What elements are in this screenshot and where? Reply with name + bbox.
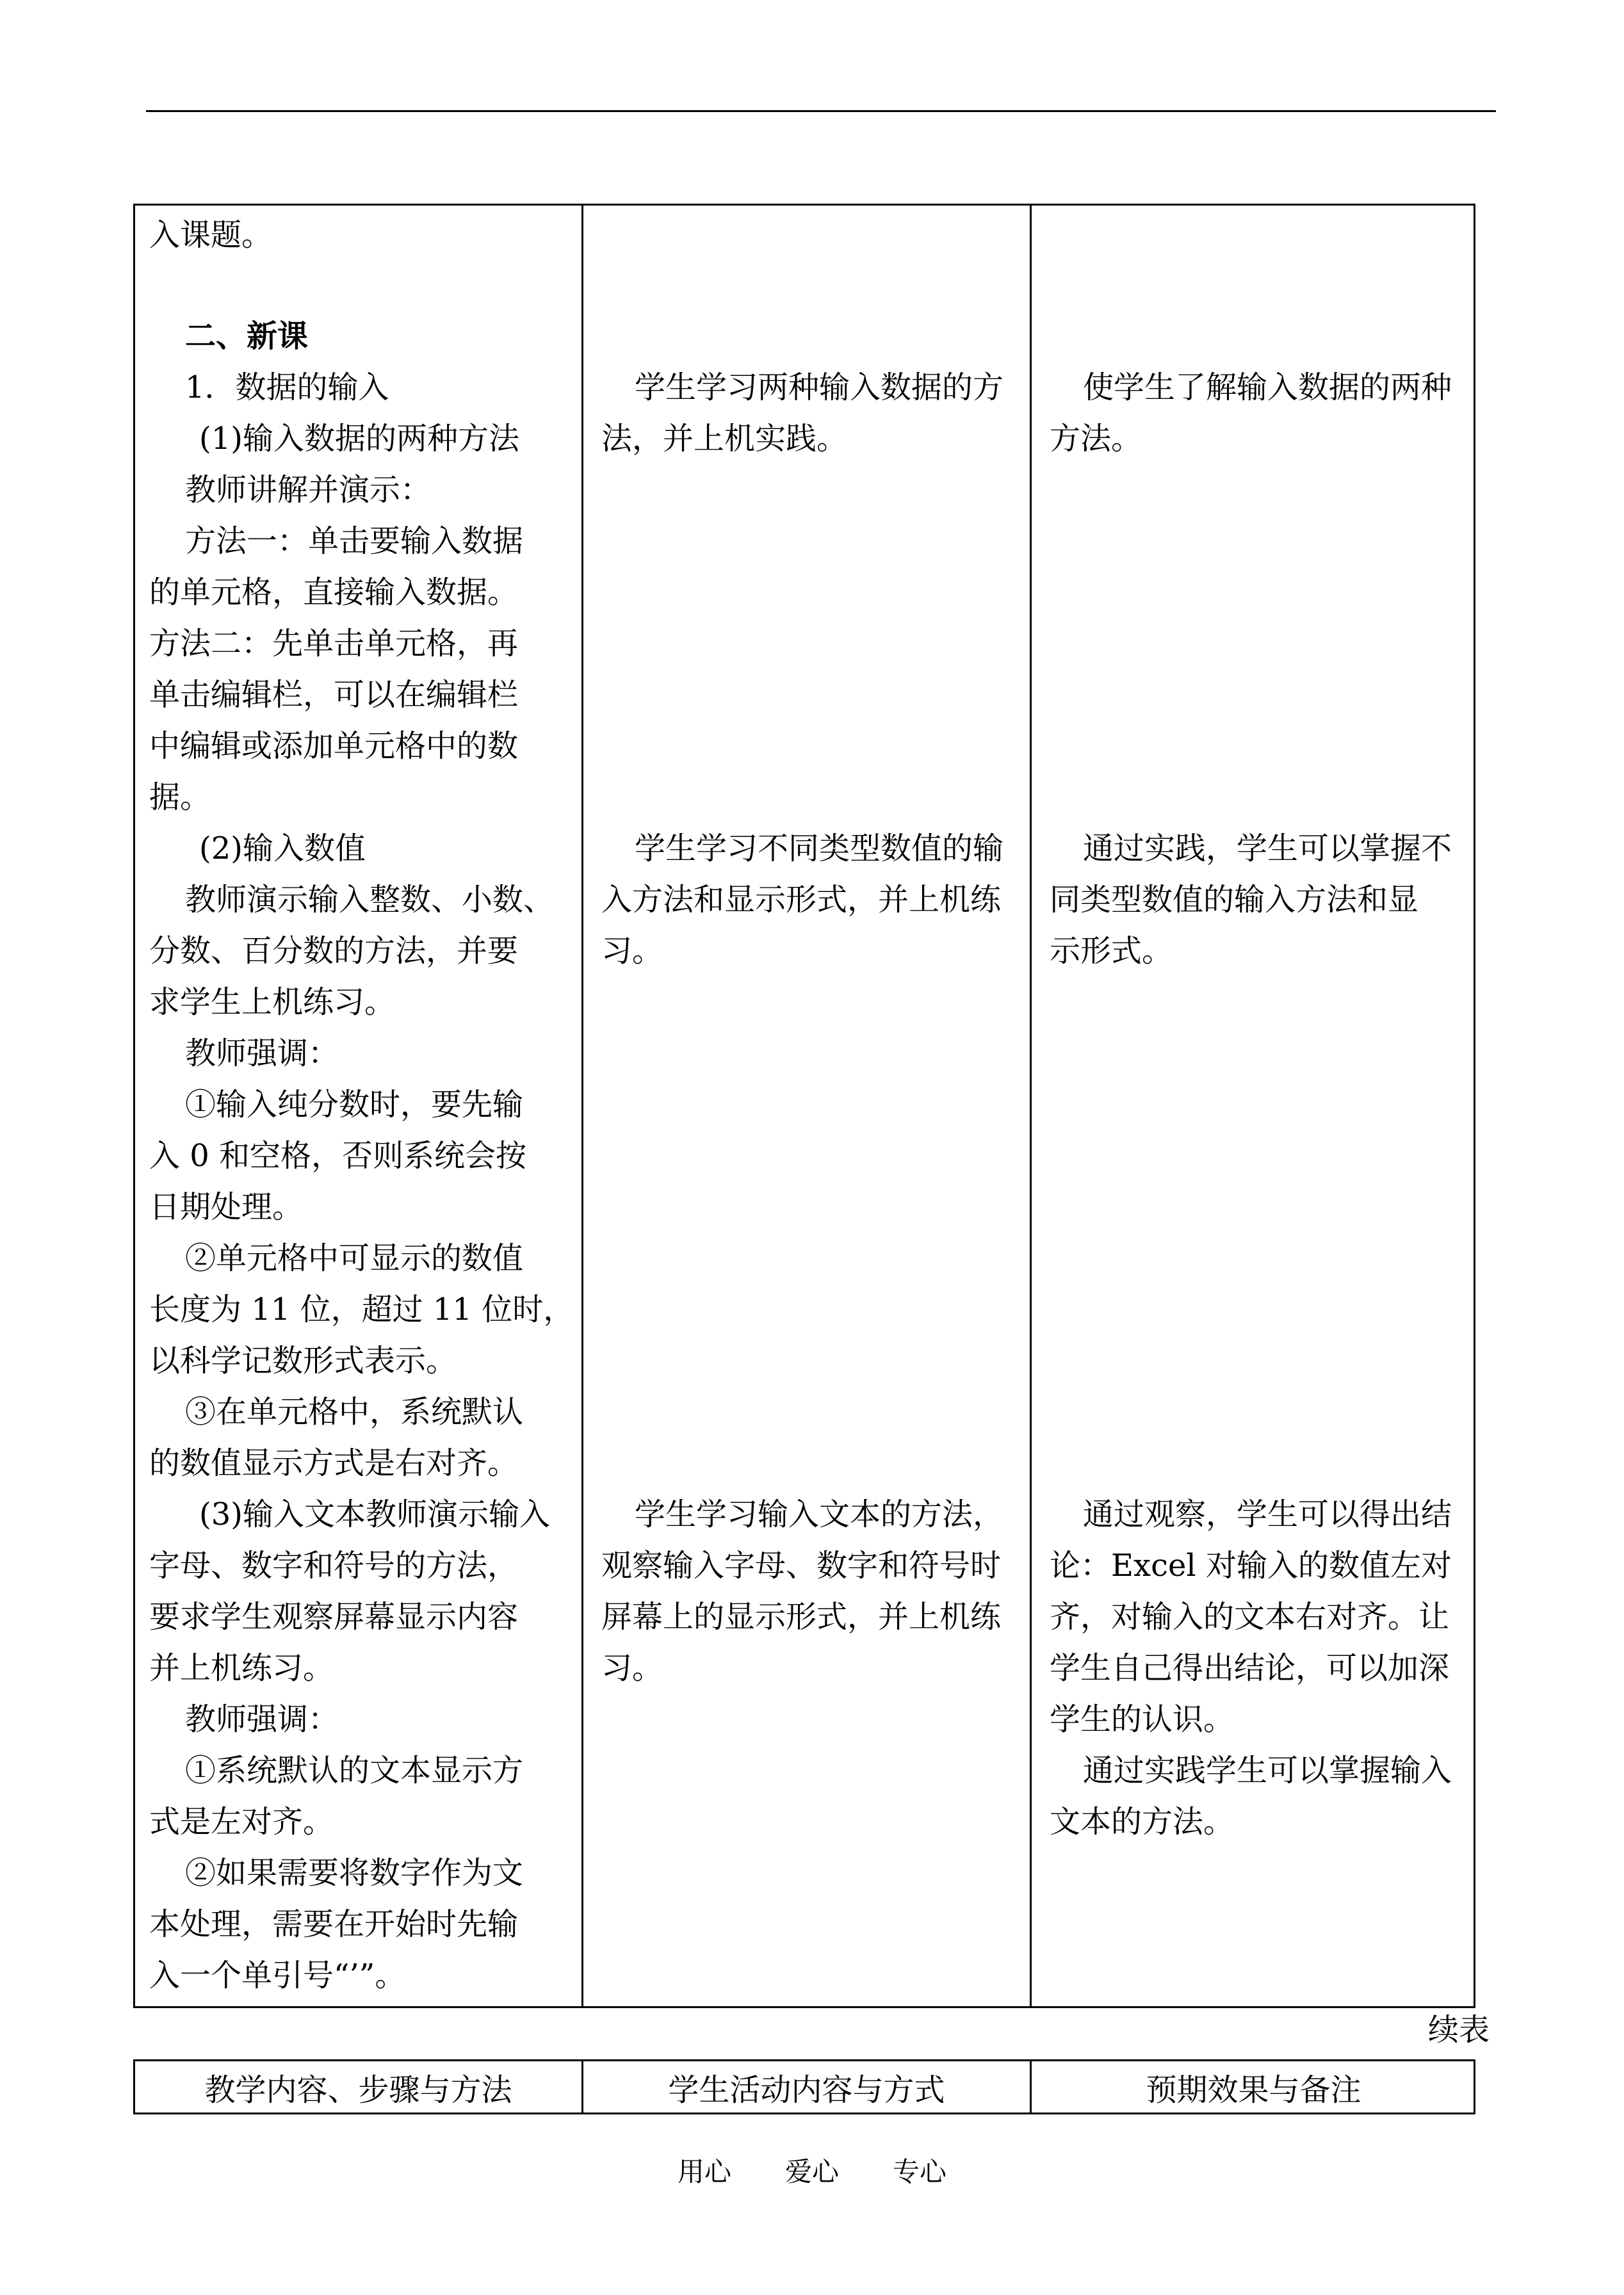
text-line: 入 0 和空格，否则系统会按 xyxy=(149,1138,527,1174)
text-line: 字母、数字和符号的方法， xyxy=(149,1548,519,1584)
text-line: 本处理，需要在开始时先输 xyxy=(149,1906,519,1942)
text-line: 学生的认识。 xyxy=(1050,1701,1235,1737)
text-line: 方法一：单击要输入数据 xyxy=(185,523,524,559)
text-line: 入方法和显示形式，并上机练 xyxy=(601,882,1002,918)
text-line: 单击编辑栏，可以在编辑栏 xyxy=(149,677,519,713)
lesson-table xyxy=(133,204,1475,2008)
text-line: ③在单元格中，系统默认 xyxy=(185,1394,524,1430)
expected-outcome-column xyxy=(1032,206,1475,2006)
text-line: 通过观察，学生可以得出结 xyxy=(1083,1496,1452,1532)
text-line: 学生自己得出结论，可以加深 xyxy=(1050,1650,1450,1686)
page-footer: 用心 爱心 专心 xyxy=(677,2156,946,2187)
text-line: 屏幕上的显示形式，并上机练 xyxy=(601,1599,1002,1635)
text-line: 学生学习两种输入数据的方 xyxy=(635,369,1004,405)
text-line: ②单元格中可显示的数值 xyxy=(185,1240,524,1276)
text-line: 学生学习输入文本的方法， xyxy=(635,1496,1004,1532)
text-line: 文本的方法。 xyxy=(1050,1804,1235,1840)
text-line: 分数、百分数的方法，并要 xyxy=(149,933,519,969)
text-line: ①输入纯分数时，要先输 xyxy=(185,1087,524,1123)
header-cell-teaching-content: 教学内容、步骤与方法 xyxy=(204,2072,512,2108)
text-line: 的数值显示方式是右对齐。 xyxy=(149,1445,519,1481)
text-line: 日期处理。 xyxy=(149,1189,304,1225)
text-line: 入课题。 xyxy=(149,217,273,253)
student-activity-column xyxy=(583,206,1030,2006)
text-line: 并上机练习。 xyxy=(149,1650,334,1686)
text-line: 据。 xyxy=(149,779,211,815)
text-line: 法，并上机实践。 xyxy=(601,421,848,457)
text-line: 教师强调： xyxy=(185,1035,339,1071)
text-line: 方法二：先单击单元格，再 xyxy=(149,626,519,661)
text-line: 长度为 11 位，超过 11 位时， xyxy=(149,1292,574,1327)
text-line: 使学生了解输入数据的两种 xyxy=(1083,369,1452,405)
teaching-content-column xyxy=(135,206,581,2006)
subsection-heading: 1．数据的输入 xyxy=(185,369,389,405)
text-line: 式是左对齐。 xyxy=(149,1804,334,1840)
text-line: 通过实践，学生可以掌握不 xyxy=(1083,831,1452,866)
text-line: 示形式。 xyxy=(1050,933,1173,969)
text-line: (1)输入数据的两种方法 xyxy=(199,421,519,457)
continued-label: 续表 xyxy=(1427,2012,1490,2048)
text-line: 学生学习不同类型数值的输 xyxy=(635,831,1004,866)
text-line: 入一个单引号“’”。 xyxy=(149,1958,406,1993)
text-line: (3)输入文本教师演示输入 xyxy=(199,1496,550,1532)
text-line: 齐，对输入的文本右对齐。让 xyxy=(1050,1599,1450,1635)
text-line: (2)输入数值 xyxy=(199,831,366,866)
header-cell-student-activity: 学生活动内容与方式 xyxy=(668,2072,945,2108)
text-line: 要求学生观察屏幕显示内容 xyxy=(149,1599,519,1635)
text-line: 同类型数值的输入方法和显 xyxy=(1050,882,1419,918)
text-line: 教师演示输入整数、小数、 xyxy=(185,882,555,918)
text-line: 通过实践学生可以掌握输入 xyxy=(1083,1753,1452,1788)
text-line: 求学生上机练习。 xyxy=(149,984,396,1020)
text-line: 的单元格，直接输入数据。 xyxy=(149,574,519,610)
text-line: ②如果需要将数字作为文 xyxy=(185,1855,524,1891)
section-heading: 二、新课 xyxy=(185,318,309,354)
header-table xyxy=(133,2059,1475,2114)
header-rule xyxy=(146,110,1496,112)
text-line: 以科学记数形式表示。 xyxy=(149,1343,457,1379)
text-line: ①系统默认的文本显示方 xyxy=(185,1753,524,1788)
text-line: 观察输入字母、数字和符号时 xyxy=(601,1548,1002,1584)
text-line: 习。 xyxy=(601,1650,663,1686)
text-line: 方法。 xyxy=(1050,421,1142,457)
text-line: 教师强调： xyxy=(185,1701,339,1737)
header-cell-expected-outcome: 预期效果与备注 xyxy=(1146,2072,1361,2108)
text-line: 习。 xyxy=(601,933,663,969)
text-line: 教师讲解并演示： xyxy=(185,472,432,508)
text-line: 论：Excel 对输入的数值左对 xyxy=(1050,1548,1452,1584)
text-line: 中编辑或添加单元格中的数 xyxy=(149,728,519,764)
